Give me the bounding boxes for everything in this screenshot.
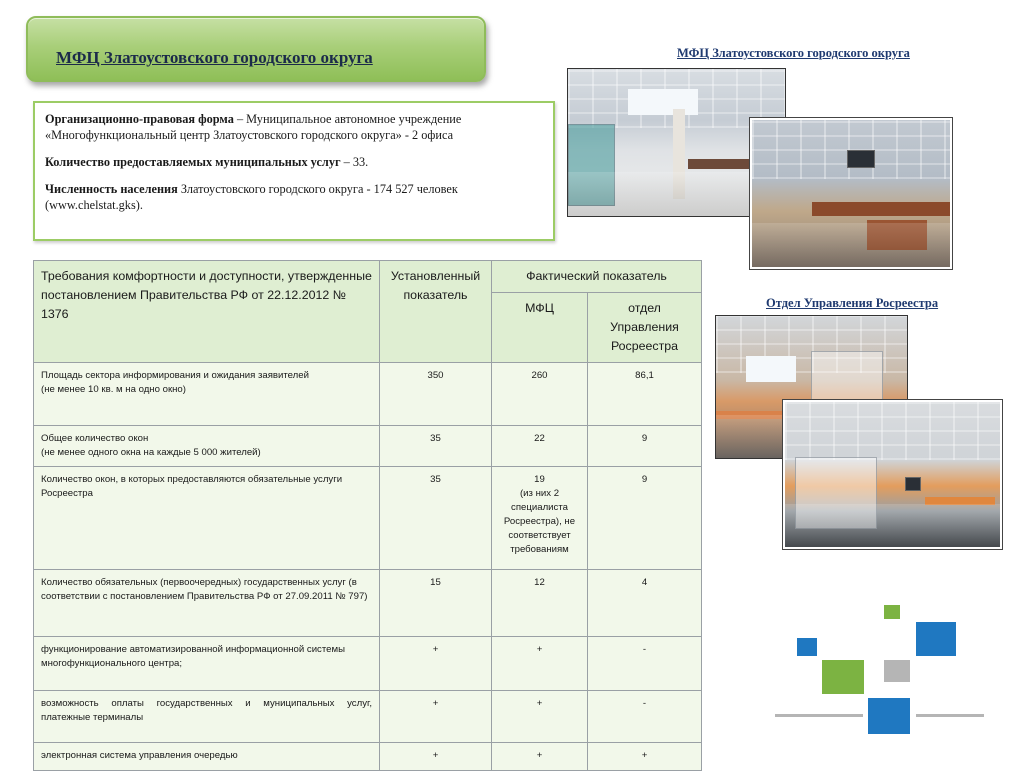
header-rosreestr: отдел Управления Росреестра: [588, 293, 702, 363]
row-rosreestr: -: [588, 691, 702, 743]
header-established: Установленный показатель: [380, 261, 492, 363]
row-requirement: Количество окон, в которых предоставляются обязательные услуги Росреестра: [34, 467, 380, 570]
row-rosreestr: -: [588, 637, 702, 691]
header-requirements: Требования комфортности и доступности, утвержденные постановлением Правительства РФ от 22.12.2012 № 1376: [34, 261, 380, 363]
row-mfc: 22: [492, 426, 588, 467]
row-rosreestr: +: [588, 743, 702, 771]
population-label: Численность населения: [45, 182, 178, 196]
row-requirement: Количество обязательных (первоочередных) государственных услуг (в соответствии с постановлением Правительства РФ от 27.09.2011 № 797): [34, 570, 380, 637]
requirements-table: [33, 260, 702, 771]
grey-square: [884, 660, 910, 682]
row-requirement: функционирование автоматизированной информационной системы многофункционального центра;: [34, 637, 380, 691]
org-form-text: – Муниципальное автономное учреждение «Многофункциональный центр Златоустовского городского округа» - 2 офиса: [45, 112, 462, 142]
table-row: [34, 743, 702, 771]
row-mfc: 12: [492, 570, 588, 637]
blue-square-large: [916, 622, 956, 656]
row-requirement: электронная система управления очередью: [34, 743, 380, 771]
row-established: +: [380, 637, 492, 691]
page-title: МФЦ Златоустовского городского округа: [56, 48, 373, 67]
row-rosreestr: 4: [588, 570, 702, 637]
blue-square-bottom: [868, 698, 910, 734]
grey-line-right: [916, 714, 984, 717]
table-row: [34, 467, 702, 570]
mfc-photo-waiting-area: [750, 118, 952, 269]
org-form-paragraph: [45, 111, 543, 143]
blue-square-small: [797, 638, 817, 656]
rosreestr-photo-windows: [783, 400, 1002, 549]
row-established: 35: [380, 426, 492, 467]
row-mfc: +: [492, 691, 588, 743]
row-mfc: +: [492, 743, 588, 771]
row-established: 15: [380, 570, 492, 637]
table-row: [34, 570, 702, 637]
table-row: [34, 426, 702, 467]
rosreestr-photo-caption: Отдел Управления Росреестра: [766, 296, 939, 310]
row-requirement: Площадь сектора информирования и ожидания заявителей (не менее 10 кв. м на одно окно): [34, 363, 380, 426]
row-established: +: [380, 743, 492, 771]
table-row: [34, 637, 702, 691]
mfc-photo-caption: МФЦ Златоустовского городского округа: [677, 46, 910, 60]
row-requirement: Общее количество окон (не менее одного окна на каждые 5 000 жителей): [34, 426, 380, 467]
row-rosreestr: 86,1: [588, 363, 702, 426]
org-form-label: Организационно-правовая форма: [45, 112, 234, 126]
green-square-small: [884, 605, 900, 619]
header-mfc: МФЦ: [492, 293, 588, 363]
row-requirement: возможность оплаты государственных и муниципальных услуг, платежные терминалы: [34, 691, 380, 743]
table-row: [34, 363, 702, 426]
row-established: +: [380, 691, 492, 743]
row-established: 350: [380, 363, 492, 426]
header-actual: Фактический показатель: [492, 261, 702, 293]
title-banner: [26, 16, 486, 82]
population-text: Златоустовского городского округа - 174 527 человек (www.chelstat.gks).: [45, 182, 458, 212]
row-established: 35: [380, 467, 492, 570]
population-paragraph: [45, 181, 543, 213]
row-mfc: 260: [492, 363, 588, 426]
services-label: Количество предоставляемых муниципальных услуг: [45, 155, 341, 169]
green-square-large: [822, 660, 864, 694]
services-paragraph: [45, 154, 543, 170]
row-rosreestr: 9: [588, 426, 702, 467]
row-rosreestr: 9: [588, 467, 702, 570]
grey-line-left: [775, 714, 863, 717]
row-mfc: 19 (из них 2 специалиста Росреестра), не соответствует требованиям: [492, 467, 588, 570]
table-row: [34, 691, 702, 743]
services-text: – 33.: [340, 155, 369, 169]
info-box: [33, 101, 555, 241]
row-mfc: +: [492, 637, 588, 691]
